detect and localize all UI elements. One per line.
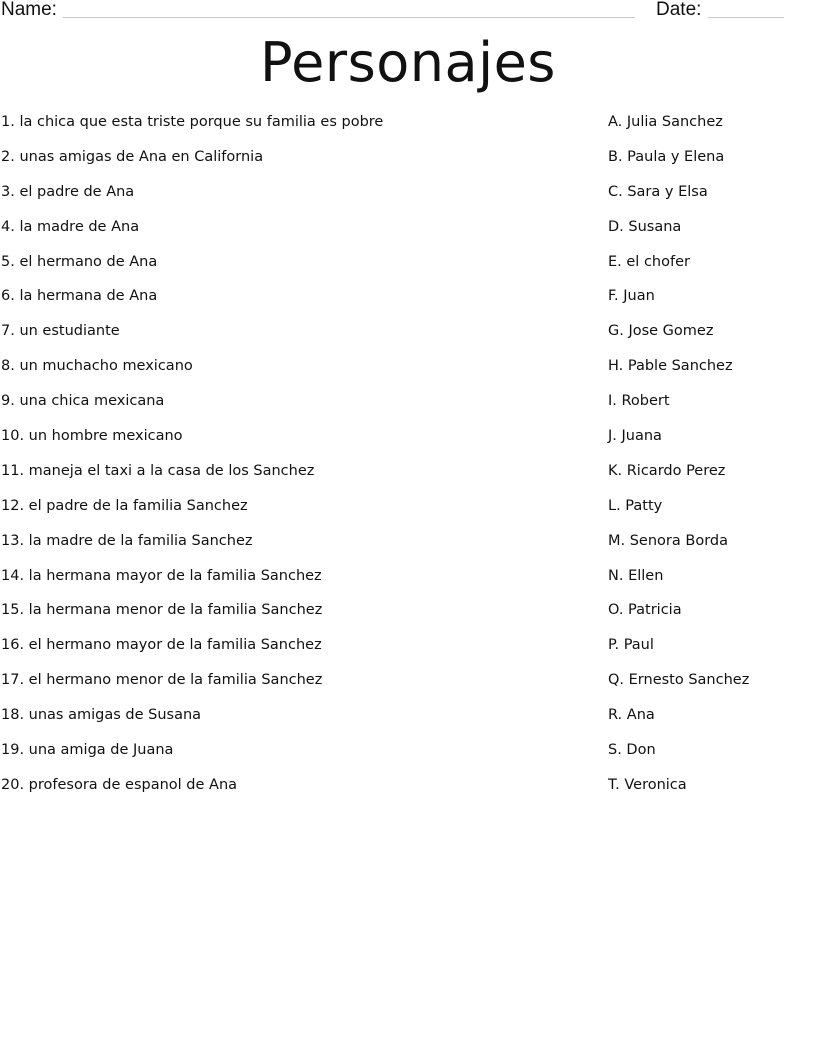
clue-item: 4. la madre de Ana xyxy=(1,218,140,235)
answer-item: M. Senora Borda xyxy=(608,532,728,549)
answer-item: A. Julia Sanchez xyxy=(608,114,723,130)
answer-item: S. Don xyxy=(608,742,656,759)
answer-item: R. Ana xyxy=(608,707,655,724)
date-field-line[interactable] xyxy=(708,17,784,18)
answer-item: O. Patricia xyxy=(608,602,682,619)
answer-item: J. Juana xyxy=(608,428,662,445)
clue-item: 7. un estudiante xyxy=(1,323,120,340)
answer-item: D. Susana xyxy=(608,218,682,235)
clue-item: 10. un hombre mexicano xyxy=(1,428,183,445)
answer-item: E. el chofer xyxy=(608,253,690,270)
name-field-line[interactable] xyxy=(63,17,635,18)
answer-item: L. Patty xyxy=(608,497,663,514)
clue-list xyxy=(1,111,591,809)
answer-item: T. Veronica xyxy=(608,776,687,793)
answer-item: K. Ricardo Perez xyxy=(608,462,726,479)
clue-item: 11. maneja el taxi a la casa de los Sanchez xyxy=(1,462,315,479)
clue-item: 2. unas amigas de Ana en California xyxy=(1,148,264,165)
answer-item: P. Paul xyxy=(608,637,654,654)
name-label: Name: xyxy=(1,0,57,20)
clue-item: 1. la chica que esta triste porque su familia es pobre xyxy=(1,114,384,130)
clue-item: 15. la hermana menor de la familia Sanchez xyxy=(1,602,323,619)
answer-item: C. Sara y Elsa xyxy=(608,183,708,200)
clue-item: 3. el padre de Ana xyxy=(1,183,135,200)
clue-item: 20. profesora de espanol de Ana xyxy=(1,776,238,793)
clue-item: 6. la hermana de Ana xyxy=(1,288,158,305)
answer-item: I. Robert xyxy=(608,393,670,410)
clue-item: 18. unas amigas de Susana xyxy=(1,707,202,724)
answer-list xyxy=(608,111,808,809)
clue-item: 19. una amiga de Juana xyxy=(1,742,174,759)
clue-item: 12. el padre de la familia Sanchez xyxy=(1,497,248,514)
clue-item: 8. un muchacho mexicano xyxy=(1,358,193,375)
clue-item: 13. la madre de la familia Sanchez xyxy=(1,532,253,549)
date-label: Date: xyxy=(656,0,702,20)
answer-item: B. Paula y Elena xyxy=(608,148,725,165)
answer-item: H. Pable Sanchez xyxy=(608,358,733,375)
page-title: Personajes xyxy=(260,31,556,94)
answer-item: F. Juan xyxy=(608,288,655,305)
clue-item: 16. el hermano mayor de la familia Sanchez xyxy=(1,637,322,654)
worksheet-header xyxy=(0,0,816,26)
answer-item: Q. Ernesto Sanchez xyxy=(608,672,750,689)
answer-item: N. Ellen xyxy=(608,567,664,584)
clue-item: 5. el hermano de Ana xyxy=(1,253,158,270)
clue-item: 14. la hermana mayor de la familia Sanchez xyxy=(1,567,322,584)
clue-item: 17. el hermano menor de la familia Sanchez xyxy=(1,672,323,689)
answer-item: G. Jose Gomez xyxy=(608,323,714,340)
clue-item: 9. una chica mexicana xyxy=(1,393,165,410)
